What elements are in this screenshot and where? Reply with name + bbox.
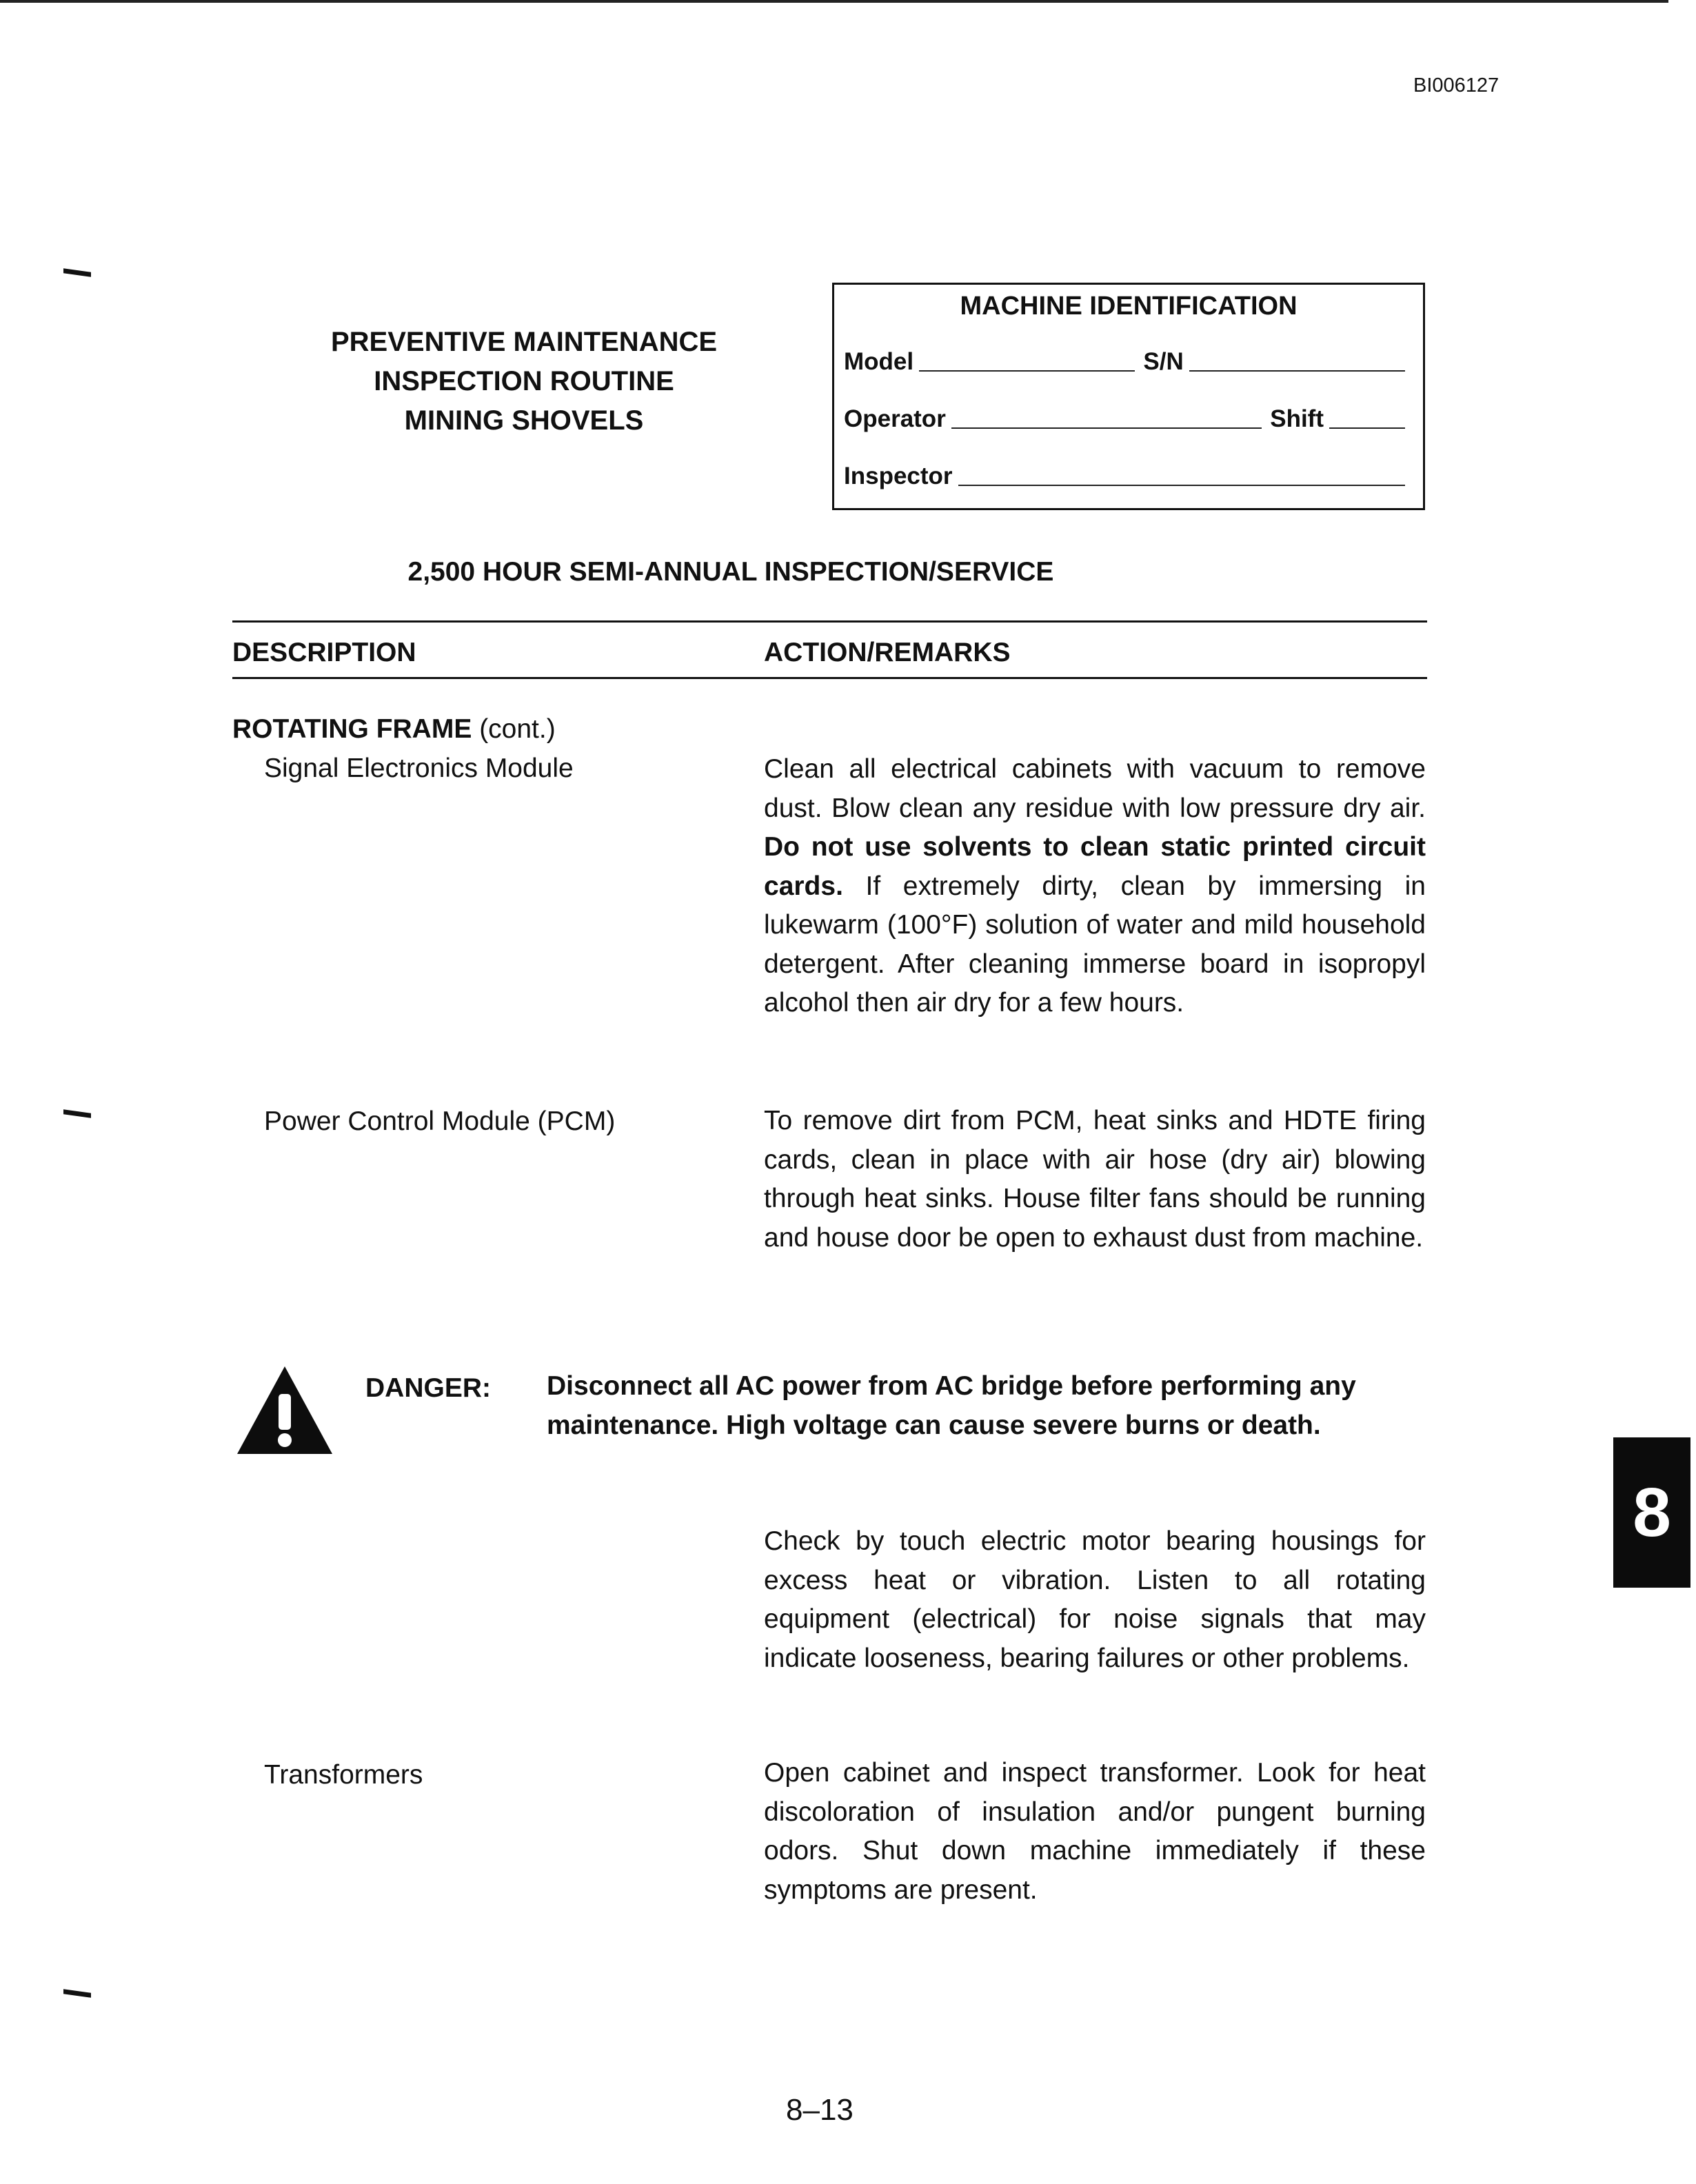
item-action: Open cabinet and inspect transformer. Look for heat discoloration of insulation and/or pungent burning odors. Shut down machine immediately if these symptoms are present. [764, 1758, 1426, 1905]
item-description: Signal Electronics Module [264, 754, 574, 783]
operator-shift-row [844, 405, 1413, 433]
item-description: Power Control Module (PCM) [264, 1106, 616, 1136]
binder-tick-mark [63, 268, 91, 277]
action-column-header: ACTION/REMARKS [764, 638, 1011, 667]
inspection-subheading: 2,500 HOUR SEMI-ANNUAL INSPECTION/SERVICE [407, 557, 1054, 587]
sn-label: S/N [1143, 348, 1184, 375]
item-action [764, 750, 1426, 1023]
chapter-tab: 8 [1613, 1437, 1690, 1588]
title-line: INSPECTION ROUTINE [374, 366, 674, 396]
description-column-header: DESCRIPTION [232, 638, 416, 667]
top-border-rule [0, 0, 1668, 3]
item-action: Check by touch electric motor bearing housings for excess heat or vibration. Listen to all rotating equipment (electrical) for noise signals that may indicate looseness, bearing failures or other problems. [764, 1526, 1426, 1673]
section-title: ROTATING FRAME [232, 714, 472, 744]
sn-field[interactable] [1189, 370, 1405, 372]
section-heading [232, 714, 556, 745]
item-description: Transformers [264, 1760, 423, 1790]
machine-identification-box [832, 283, 1425, 510]
model-field[interactable] [919, 370, 1135, 372]
binder-tick-mark [63, 1989, 91, 1998]
document-title [290, 323, 758, 441]
danger-text: Disconnect all AC power from AC bridge before performing any maintenance. High voltage can cause severe burns or death. [547, 1371, 1356, 1440]
binder-tick-mark [63, 1109, 91, 1118]
operator-label: Operator [844, 405, 946, 432]
shift-field[interactable] [1329, 427, 1405, 429]
title-line: PREVENTIVE MAINTENANCE [330, 327, 718, 357]
warning-triangle-icon [234, 1364, 335, 1457]
inspector-field[interactable] [958, 485, 1405, 486]
operator-field[interactable] [951, 427, 1262, 429]
section-suffix: (cont.) [479, 714, 556, 744]
inspector-label: Inspector [844, 463, 953, 489]
id-box-heading: MACHINE IDENTIFICATION [960, 292, 1298, 321]
page-number: 8–13 [786, 2093, 854, 2127]
header-bottom-rule [232, 677, 1427, 679]
model-sn-row [844, 348, 1413, 376]
header-top-rule [232, 620, 1427, 623]
shift-label: Shift [1270, 405, 1324, 432]
action-warning-text: Do not use solvents to clean static printed circuit cards. [764, 832, 1426, 901]
model-label: Model [844, 348, 914, 375]
action-text: If extremely dirty, clean by immersing in lukewarm (100°F) solution of water and mild household detergent. After cleaning immerse board in isopropyl alcohol then air dry for a few hours. [764, 871, 1426, 1018]
item-action: To remove dirt from PCM, heat sinks and HDTE firing cards, clean in place with air hose (dry air) blowing through heat sinks. House filter fans should be running and house door be open to exhaust dust from machine. [764, 1106, 1426, 1253]
action-text: Clean all electrical cabinets with vacuum to remove dust. Blow clean any residue with low pressure dry air. [764, 754, 1426, 823]
title-line: MINING SHOVELS [404, 405, 644, 436]
document-id: BI006127 [1413, 74, 1500, 97]
danger-label: DANGER: [365, 1373, 491, 1403]
inspector-row [844, 463, 1413, 490]
